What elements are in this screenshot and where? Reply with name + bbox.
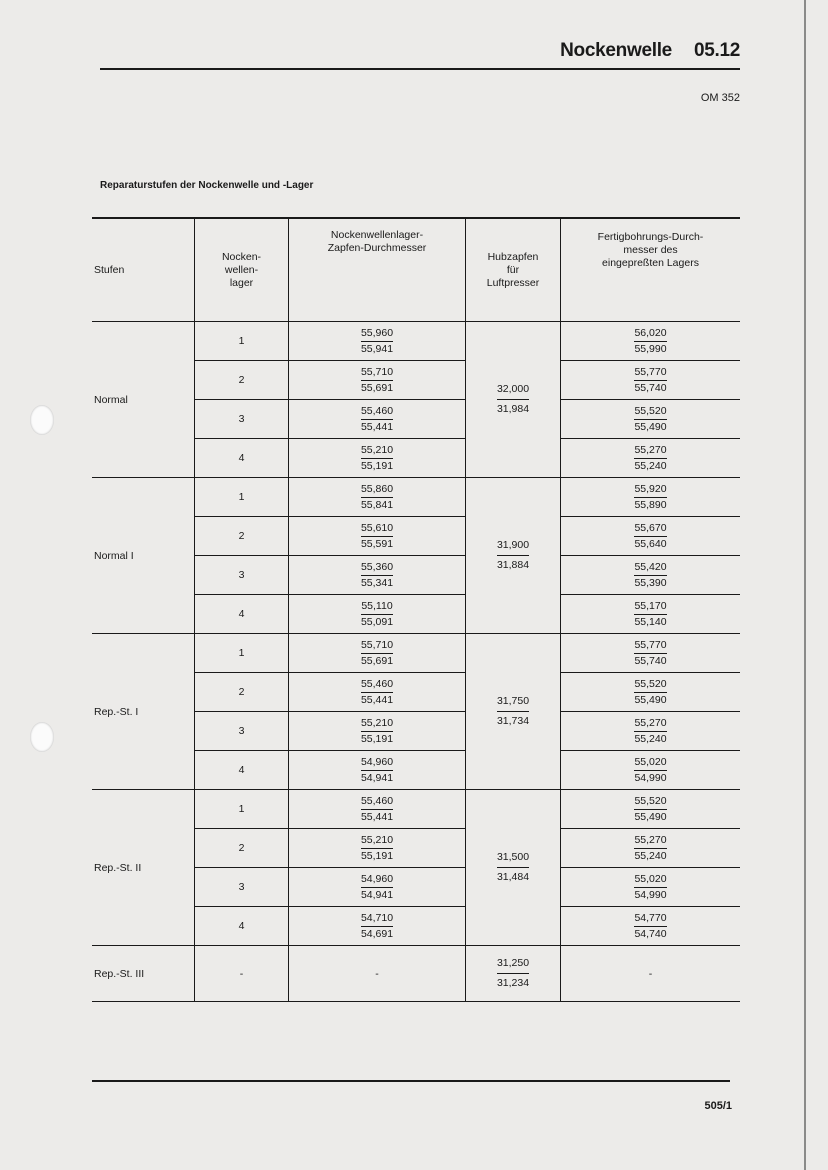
zapfen-tolerance <box>361 716 393 747</box>
zapfen-cell <box>289 829 466 868</box>
zapfen-min: 55,191 <box>360 732 394 745</box>
lager-cell: 1 <box>195 478 289 517</box>
zapfen-tolerance <box>361 794 393 825</box>
hub-tolerance <box>497 382 529 417</box>
zapfen-min: 55,691 <box>360 654 394 667</box>
hub-min: 31,484 <box>497 867 529 885</box>
hub-cell <box>466 478 561 634</box>
zapfen-cell <box>289 556 466 595</box>
zapfen-min: 55,091 <box>360 615 394 628</box>
zapfen-max: 55,210 <box>360 443 394 456</box>
zapfen-max: 55,110 <box>361 599 393 612</box>
hub-cell <box>466 790 561 946</box>
zapfen-tolerance <box>361 482 393 513</box>
bohrung-tolerance <box>634 677 666 708</box>
hub-tolerance <box>497 850 529 885</box>
bohrung-cell <box>561 868 741 907</box>
punch-hole-top <box>30 405 54 435</box>
lager-cell: 4 <box>195 439 289 478</box>
bohrung-tolerance <box>634 365 666 396</box>
zapfen-cell <box>289 751 466 790</box>
bohrung-min: 55,490 <box>634 420 667 433</box>
zapfen-max: 54,710 <box>360 911 394 924</box>
zapfen-min: 55,441 <box>360 693 394 706</box>
bohrung-cell <box>561 439 741 478</box>
bohrung-min: 55,490 <box>634 810 667 823</box>
header-rule <box>100 68 740 70</box>
stufe-cell: Rep.-St. III <box>92 946 195 1002</box>
hub-tolerance <box>497 538 529 573</box>
bohrung-max: 55,920 <box>634 482 667 495</box>
zapfen-max: 55,610 <box>360 521 394 534</box>
lager-cell: 3 <box>195 400 289 439</box>
zapfen-min: 55,341 <box>360 576 394 589</box>
lager-cell: 1 <box>195 634 289 673</box>
bohrung-max: 56,020 <box>634 326 667 339</box>
zapfen-min: 55,441 <box>360 810 394 823</box>
zapfen-tolerance <box>361 365 393 396</box>
stufe-cell: Rep.-St. II <box>92 790 195 946</box>
zapfen-cell: - <box>289 946 466 1002</box>
col-header-line: eingepreßten Lagers <box>602 257 699 269</box>
zapfen-tolerance <box>361 521 393 552</box>
zapfen-cell <box>289 400 466 439</box>
zapfen-tolerance <box>361 404 393 435</box>
hub-tolerance <box>497 694 529 729</box>
bohrung-cell <box>561 829 741 868</box>
zapfen-max: 55,210 <box>360 716 394 729</box>
bohrung-tolerance <box>634 404 666 435</box>
zapfen-min: 54,941 <box>360 771 394 784</box>
page-number: 505/1 <box>704 1100 732 1112</box>
bohrung-tolerance <box>634 443 666 474</box>
col-header-line: Nocken- <box>221 250 262 263</box>
table-body <box>92 322 740 1002</box>
bohrung-min: 55,390 <box>634 576 667 589</box>
col-header-bohrung <box>561 218 741 322</box>
bohrung-cell <box>561 790 741 829</box>
hub-min: 31,984 <box>497 399 529 417</box>
bohrung-tolerance <box>634 560 666 591</box>
bohrung-tolerance <box>634 716 666 747</box>
stufe-cell: Rep.-St. I <box>92 634 195 790</box>
bohrung-cell <box>561 478 741 517</box>
col-header-line: wellen- <box>224 263 259 276</box>
bohrung-max: 55,270 <box>634 443 667 456</box>
bohrung-tolerance <box>634 326 666 357</box>
zapfen-max: 55,710 <box>360 638 394 651</box>
col-header-zapfen <box>289 218 466 322</box>
bohrung-tolerance <box>634 599 666 630</box>
table-row <box>92 634 740 673</box>
bohrung-min: 54,990 <box>634 771 667 784</box>
bohrung-max: 55,020 <box>634 872 667 885</box>
col-header-lager <box>195 218 289 322</box>
zapfen-min: 55,591 <box>360 537 394 550</box>
bohrung-min: 55,990 <box>634 342 667 355</box>
bohrung-max: 55,270 <box>634 716 667 729</box>
bohrung-cell <box>561 361 741 400</box>
lager-cell: 3 <box>195 712 289 751</box>
bohrung-min: 55,740 <box>634 381 667 394</box>
table-row <box>92 790 740 829</box>
table-header-row <box>92 218 740 322</box>
col-header-line: Luftpresser <box>486 276 540 289</box>
bohrung-max: 55,020 <box>634 755 667 768</box>
zapfen-min: 55,191 <box>360 849 394 862</box>
bohrung-cell <box>561 712 741 751</box>
hub-cell <box>466 322 561 478</box>
stufe-cell: Normal <box>92 322 195 478</box>
bohrung-tolerance <box>634 833 666 864</box>
zapfen-min: 55,441 <box>360 420 394 433</box>
hub-max: 31,750 <box>496 695 530 707</box>
bohrung-cell <box>561 322 741 361</box>
bohrung-min: 55,140 <box>634 615 667 628</box>
lager-cell: 2 <box>195 829 289 868</box>
bohrung-cell <box>561 751 741 790</box>
stufe-cell: Normal I <box>92 478 195 634</box>
zapfen-tolerance <box>361 833 393 864</box>
bohrung-cell <box>561 517 741 556</box>
page-header <box>560 40 740 62</box>
zapfen-cell <box>289 439 466 478</box>
zapfen-tolerance <box>361 443 393 474</box>
bohrung-tolerance <box>634 794 666 825</box>
zapfen-min: 54,691 <box>360 927 394 940</box>
col-header-line: für <box>506 263 520 276</box>
zapfen-cell <box>289 517 466 556</box>
zapfen-max: 55,860 <box>360 482 394 495</box>
hub-max: 31,250 <box>496 957 530 969</box>
col-header-hub <box>466 218 561 322</box>
lager-cell: 2 <box>195 361 289 400</box>
bohrung-cell <box>561 556 741 595</box>
hub-max: 31,900 <box>496 539 530 551</box>
zapfen-tolerance <box>361 638 393 669</box>
punch-hole-bottom <box>30 722 54 752</box>
zapfen-cell <box>289 322 466 361</box>
zapfen-cell <box>289 634 466 673</box>
zapfen-tolerance <box>361 911 393 942</box>
bohrung-max: 55,270 <box>634 833 667 846</box>
col-header-line: lager <box>229 276 254 289</box>
lager-cell: 1 <box>195 790 289 829</box>
bohrung-min: 54,990 <box>634 888 667 901</box>
zapfen-min: 54,941 <box>360 888 394 901</box>
lager-cell: 4 <box>195 907 289 946</box>
zapfen-tolerance <box>361 677 393 708</box>
lager-cell: 2 <box>195 517 289 556</box>
zapfen-max: 54,960 <box>360 872 394 885</box>
table-row <box>92 322 740 361</box>
bohrung-tolerance <box>634 755 666 786</box>
bohrung-cell <box>561 595 741 634</box>
zapfen-max: 55,460 <box>360 677 394 690</box>
zapfen-tolerance <box>361 872 393 903</box>
zapfen-cell <box>289 868 466 907</box>
lager-cell: 2 <box>195 673 289 712</box>
zapfen-cell <box>289 361 466 400</box>
col-header-stufen: Stufen <box>92 218 195 322</box>
bohrung-max: 55,770 <box>634 365 667 378</box>
zapfen-max: 54,960 <box>360 755 394 768</box>
table-title: Reparaturstufen der Nockenwelle und -Lager <box>100 180 314 191</box>
bohrung-cell <box>561 673 741 712</box>
zapfen-min: 55,841 <box>360 498 394 511</box>
bohrung-cell <box>561 907 741 946</box>
zapfen-max: 55,460 <box>360 404 394 417</box>
footer-rule <box>92 1080 730 1082</box>
bohrung-max: 55,520 <box>634 677 667 690</box>
hub-cell <box>466 946 561 1002</box>
bohrung-min: 55,890 <box>634 498 667 511</box>
bohrung-min: 55,740 <box>634 654 667 667</box>
col-header-line: Hubzapfen <box>487 250 539 263</box>
engine-model: OM 352 <box>700 92 740 104</box>
zapfen-cell <box>289 595 466 634</box>
bohrung-max: 55,670 <box>634 521 667 534</box>
zapfen-min: 55,191 <box>360 459 394 472</box>
bohrung-min: 55,240 <box>634 849 667 862</box>
zapfen-min: 55,941 <box>360 342 394 355</box>
hub-min: 31,234 <box>497 973 529 991</box>
lager-cell: 4 <box>195 751 289 790</box>
page-edge <box>804 0 806 1170</box>
zapfen-tolerance <box>361 326 393 357</box>
col-header-line: Zapfen-Durchmesser <box>327 242 427 254</box>
bohrung-max: 55,520 <box>634 794 667 807</box>
header-section: 05.12 <box>693 40 740 61</box>
zapfen-max: 55,710 <box>360 365 394 378</box>
bohrung-tolerance <box>634 638 666 669</box>
lager-cell: 3 <box>195 868 289 907</box>
hub-tolerance <box>497 956 529 991</box>
zapfen-tolerance <box>361 755 393 786</box>
hub-cell <box>466 634 561 790</box>
lager-cell: 4 <box>195 595 289 634</box>
zapfen-max: 55,960 <box>360 326 394 339</box>
col-header-line: Fertigbohrungs-Durch- <box>597 231 704 243</box>
zapfen-tolerance <box>361 599 393 630</box>
lager-cell: 3 <box>195 556 289 595</box>
bohrung-max: 55,770 <box>634 638 667 651</box>
bohrung-min: 55,490 <box>634 693 667 706</box>
hub-max: 31,500 <box>496 851 530 863</box>
bohrung-tolerance <box>634 482 666 513</box>
hub-max: 32,000 <box>496 383 530 395</box>
bohrung-max: 55,420 <box>634 560 667 573</box>
bohrung-min: 55,240 <box>634 732 667 745</box>
table-row <box>92 478 740 517</box>
lager-cell: 1 <box>195 322 289 361</box>
bohrung-cell <box>561 634 741 673</box>
lager-cell: - <box>195 946 289 1002</box>
bohrung-min: 55,240 <box>634 459 667 472</box>
zapfen-cell <box>289 907 466 946</box>
hub-min: 31,884 <box>497 555 529 573</box>
bohrung-tolerance <box>634 521 666 552</box>
zapfen-tolerance <box>361 560 393 591</box>
bohrung-max: 55,170 <box>634 599 667 612</box>
zapfen-cell <box>289 673 466 712</box>
hub-min: 31,734 <box>497 711 529 729</box>
zapfen-max: 55,210 <box>360 833 394 846</box>
zapfen-max: 55,360 <box>360 560 394 573</box>
bohrung-tolerance <box>634 872 666 903</box>
bohrung-min: 54,740 <box>634 927 667 940</box>
zapfen-cell <box>289 712 466 751</box>
col-header-line: Nockenwellenlager- <box>330 229 424 241</box>
zapfen-cell <box>289 478 466 517</box>
bohrung-cell <box>561 400 741 439</box>
zapfen-max: 55,460 <box>360 794 394 807</box>
bohrung-max: 54,770 <box>634 911 667 924</box>
repair-stages-table <box>92 217 740 1002</box>
header-title: Nockenwelle <box>560 40 672 61</box>
zapfen-min: 55,691 <box>360 381 394 394</box>
bohrung-cell: - <box>561 946 741 1002</box>
col-header-line: messer des <box>623 244 678 256</box>
table-row-last <box>92 946 740 1002</box>
bohrung-max: 55,520 <box>634 404 667 417</box>
bohrung-tolerance <box>634 911 666 942</box>
bohrung-min: 55,640 <box>634 537 667 550</box>
zapfen-cell <box>289 790 466 829</box>
